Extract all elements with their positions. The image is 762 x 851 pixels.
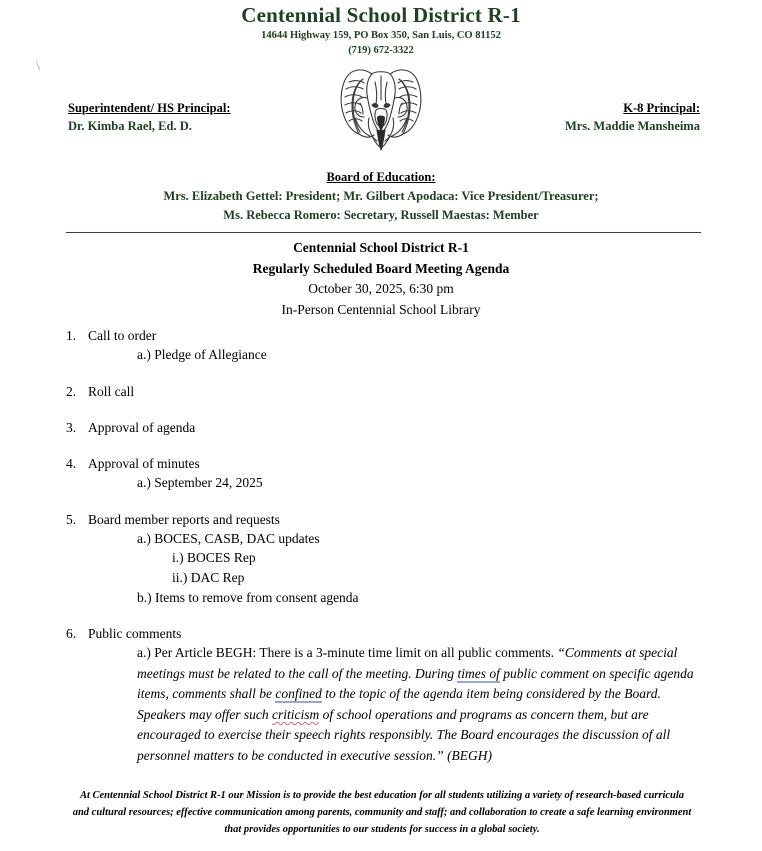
board-of-education-block [0,168,762,226]
agenda-item-4-text [0,454,762,473]
agenda-item-2 [0,382,762,401]
meeting-location: In-Person Centennial School Library [281,301,481,317]
agenda-item-5a-ii: ii.) DAC Rep [172,570,245,586]
policy-quote-part-2: public comment on specific agenda items, comments shall be [137,665,694,702]
administration-row [0,99,762,143]
meeting-heading-block [0,238,762,320]
agenda-list [0,326,762,766]
agenda-item-1-label: Call to order [88,328,157,343]
header-divider [66,232,701,233]
policy-quote-part-3: to the topic of the agenda item being considered by the Board. Speakers may offer such [137,686,661,722]
agenda-item-3-text [0,418,762,437]
meeting-district-name: Centennial School District R-1 [293,240,469,255]
superintendent-label: Superintendent/ HS Principal: [68,101,231,115]
k8-principal-block [565,99,700,135]
agenda-document [0,4,762,851]
board-of-education-heading: Board of Education: [326,170,436,184]
meeting-title: Regularly Scheduled Board Meeting Agenda [252,260,510,276]
agenda-item-4a: a.) September 24, 2025 [137,475,263,491]
stray-mark-artifact: \ [36,59,40,74]
agenda-item-6-text [0,624,762,643]
agenda-item-3-label: Approval of agenda [88,419,196,435]
k8-principal-name: Mrs. Maddie Mansheima [564,119,700,134]
policy-attribution: (BEGH) [447,747,493,763]
agenda-item-2-label: Roll call [88,383,135,399]
district-title: Centennial School District R-1 [241,3,521,27]
policy-quote-part-1: “Comments at special meetings must be related to the call of the meeting. During [137,645,678,681]
district-address: 14644 Highway 159, PO Box 350, San Luis, CO 81152 [261,30,501,42]
agenda-item-2-text [0,382,762,401]
agenda-item-5-label: Board member reports and requests [88,511,280,527]
agenda-item-6a-policy-quote [0,643,762,766]
agenda-item-1 [0,326,762,365]
agenda-item-3-number: 3. [66,419,77,435]
agenda-item-5a-i: i.) BOCES Rep [172,550,256,566]
mission-statement: At Centennial School District R-1 our Mission is to provide the best education for all students utilizing a variety of research-based curricula and cultural resources; effective communication among parents, community and staff; and collaboration to create a safe learning environment that provides opportunities to our students for success in a global society. [72,790,692,835]
agenda-item-4-label: Approval of minutes [88,456,200,472]
agenda-item-4 [0,454,762,493]
policy-lead-in: a.) Per Article BEGH: There is a 3-minute time limit on all public comments. [137,645,558,661]
agenda-item-3 [0,418,762,437]
agenda-item-5-number: 5. [66,511,77,527]
grammar-flag-times-of: times of [457,665,500,681]
district-phone: (719) 672-3322 [348,44,414,56]
agenda-item-6-label: Public comments [88,626,182,642]
agenda-item-6-number: 6. [66,626,77,642]
spelling-flag-criticism: criticism [271,706,320,722]
meeting-datetime: October 30, 2025, 6:30 pm [308,281,454,297]
k8-principal-label: K-8 Principal: [623,101,700,115]
agenda-item-5a: a.) BOCES, CASB, DAC updates [137,530,320,546]
board-members-line-2: Ms. Rebecca Romero: Secretary, Russell Maestas: Member [223,208,539,223]
superintendent-block [68,99,231,135]
agenda-item-4-number: 4. [66,456,77,472]
superintendent-name: Dr. Kimba Rael, Ed. D. [68,119,192,134]
agenda-item-1-number: 1. [66,328,77,343]
agenda-item-5 [0,510,762,607]
agenda-item-5-text [0,510,762,529]
board-members-line-1: Mrs. Elizabeth Gettel: President; Mr. Gilbert Apodaca: Vice President/Treasurer; [163,188,599,203]
agenda-item-1a: a.) Pledge of Allegiance [137,347,267,363]
agenda-item-5b: b.) Items to remove from consent agenda [137,589,359,605]
agenda-item-6 [0,624,762,766]
agenda-item-1-text [0,326,762,345]
agenda-item-2-number: 2. [66,383,77,399]
policy-quote-part-4: of school operations and programs as concern them, but are encouraged to exercise their speech rights responsibly. The Board encourages the discussion of all personnel matters to be conducted in executive session.” [137,706,671,763]
grammar-flag-confined: confined [275,686,322,702]
